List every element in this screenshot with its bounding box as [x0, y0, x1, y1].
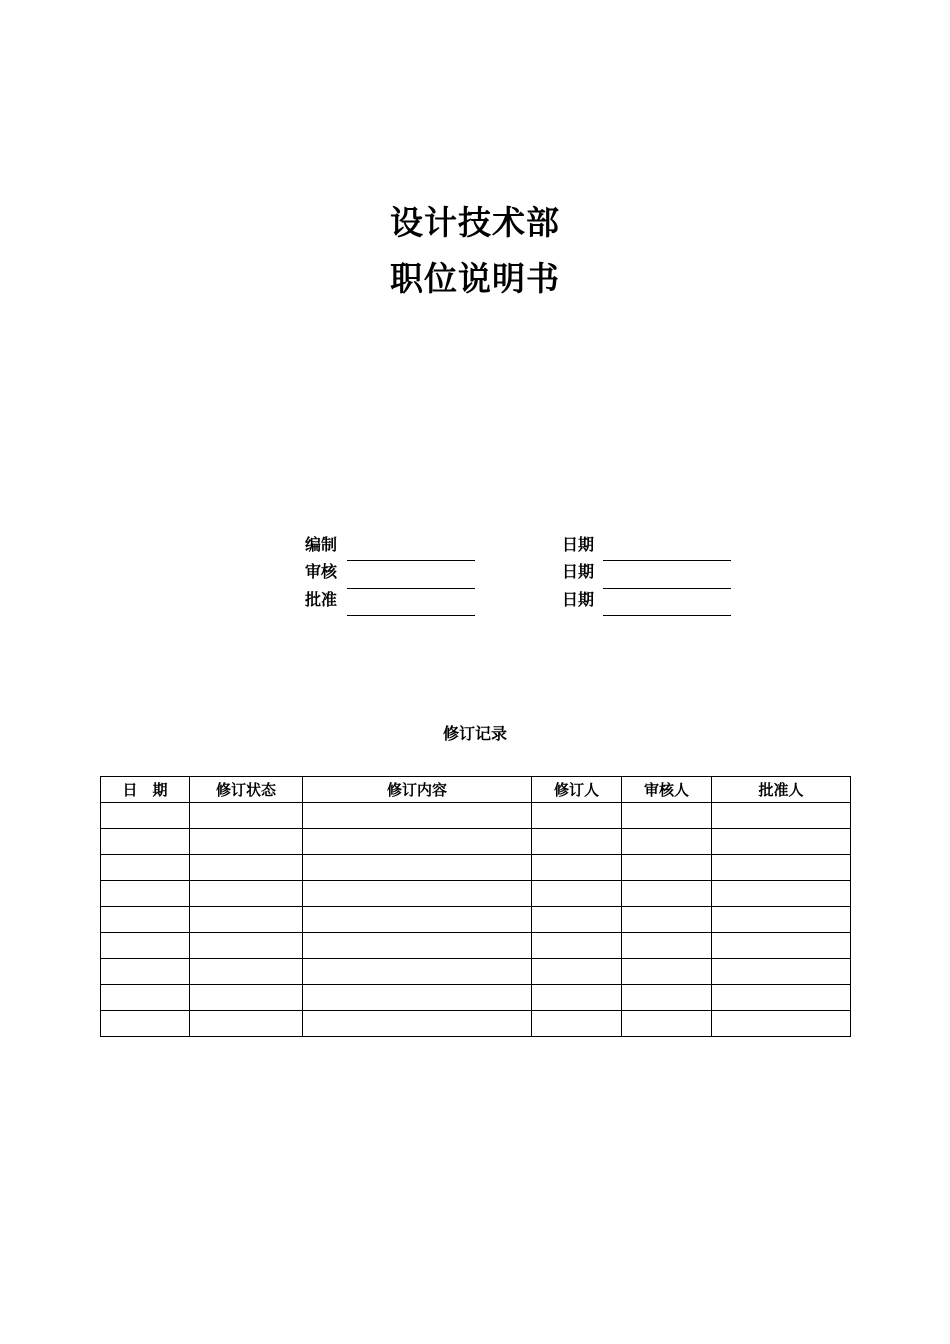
table-cell [101, 855, 190, 881]
table-cell [190, 907, 303, 933]
table-cell [712, 907, 851, 933]
table-cell [712, 829, 851, 855]
header-approver: 批准人 [712, 777, 851, 803]
table-cell [622, 855, 712, 881]
table-cell [622, 1011, 712, 1037]
table-cell [101, 907, 190, 933]
table-row [101, 985, 851, 1011]
table-cell [532, 959, 622, 985]
table-row [101, 803, 851, 829]
table-cell [101, 803, 190, 829]
table-cell [303, 881, 532, 907]
signoff-compiled-line [347, 560, 475, 561]
signoff-approve-date-line [603, 615, 731, 616]
table-cell [303, 855, 532, 881]
table-cell [190, 1011, 303, 1037]
table-cell [101, 985, 190, 1011]
table-cell [190, 881, 303, 907]
table-cell [190, 829, 303, 855]
table-cell [303, 829, 532, 855]
table-cell [303, 1011, 532, 1037]
table-cell [712, 855, 851, 881]
header-reviser: 修订人 [532, 777, 622, 803]
header-content: 修订内容 [303, 777, 532, 803]
signoff-review-date-label: 日期 [562, 562, 595, 581]
table-cell [190, 855, 303, 881]
revision-table-body [101, 803, 851, 1037]
header-status: 修订状态 [190, 777, 303, 803]
table-cell [532, 1011, 622, 1037]
signoff-review-line [347, 588, 475, 589]
table-cell [532, 803, 622, 829]
table-cell [532, 933, 622, 959]
table-cell [712, 1011, 851, 1037]
table-row [101, 829, 851, 855]
signoff-compiled-label: 编制 [305, 535, 338, 554]
table-cell [622, 907, 712, 933]
table-row [101, 907, 851, 933]
header-reviewer: 审核人 [622, 777, 712, 803]
table-cell [303, 985, 532, 1011]
document-title-line2: 职位说明书 [390, 259, 560, 298]
table-cell [532, 829, 622, 855]
table-cell [622, 803, 712, 829]
table-row [101, 959, 851, 985]
table-row [101, 855, 851, 881]
table-cell [622, 933, 712, 959]
table-cell [712, 959, 851, 985]
table-cell [303, 803, 532, 829]
table-cell [532, 907, 622, 933]
table-cell [303, 959, 532, 985]
table-cell [622, 985, 712, 1011]
revision-table [100, 776, 851, 1037]
signoff-review-date-line [603, 588, 731, 589]
table-cell [712, 985, 851, 1011]
table-cell [190, 803, 303, 829]
table-cell [532, 985, 622, 1011]
signoff-review-label: 审核 [305, 562, 338, 581]
table-cell [532, 855, 622, 881]
signoff-approve-line [347, 615, 475, 616]
revision-header-row [101, 777, 851, 803]
table-cell [101, 933, 190, 959]
table-cell [532, 881, 622, 907]
signoff-approve-date-label: 日期 [562, 590, 595, 609]
table-row [101, 881, 851, 907]
revision-caption: 修订记录 [442, 724, 507, 743]
table-cell [101, 1011, 190, 1037]
table-cell [622, 829, 712, 855]
table-cell [190, 933, 303, 959]
table-cell [712, 933, 851, 959]
table-cell [190, 985, 303, 1011]
table-cell [622, 881, 712, 907]
table-cell [303, 933, 532, 959]
signoff-compiled-date-label: 日期 [562, 535, 595, 554]
document-title-line1: 设计技术部 [390, 203, 560, 242]
table-cell [190, 959, 303, 985]
table-cell [622, 959, 712, 985]
signoff-compiled-date-line [603, 560, 731, 561]
table-cell [101, 829, 190, 855]
table-row [101, 933, 851, 959]
signoff-approve-label: 批准 [305, 590, 338, 609]
table-cell [712, 803, 851, 829]
table-cell [101, 959, 190, 985]
table-cell [712, 881, 851, 907]
table-cell [303, 907, 532, 933]
table-row [101, 1011, 851, 1037]
table-cell [101, 881, 190, 907]
header-date: 日 期 [101, 777, 190, 803]
